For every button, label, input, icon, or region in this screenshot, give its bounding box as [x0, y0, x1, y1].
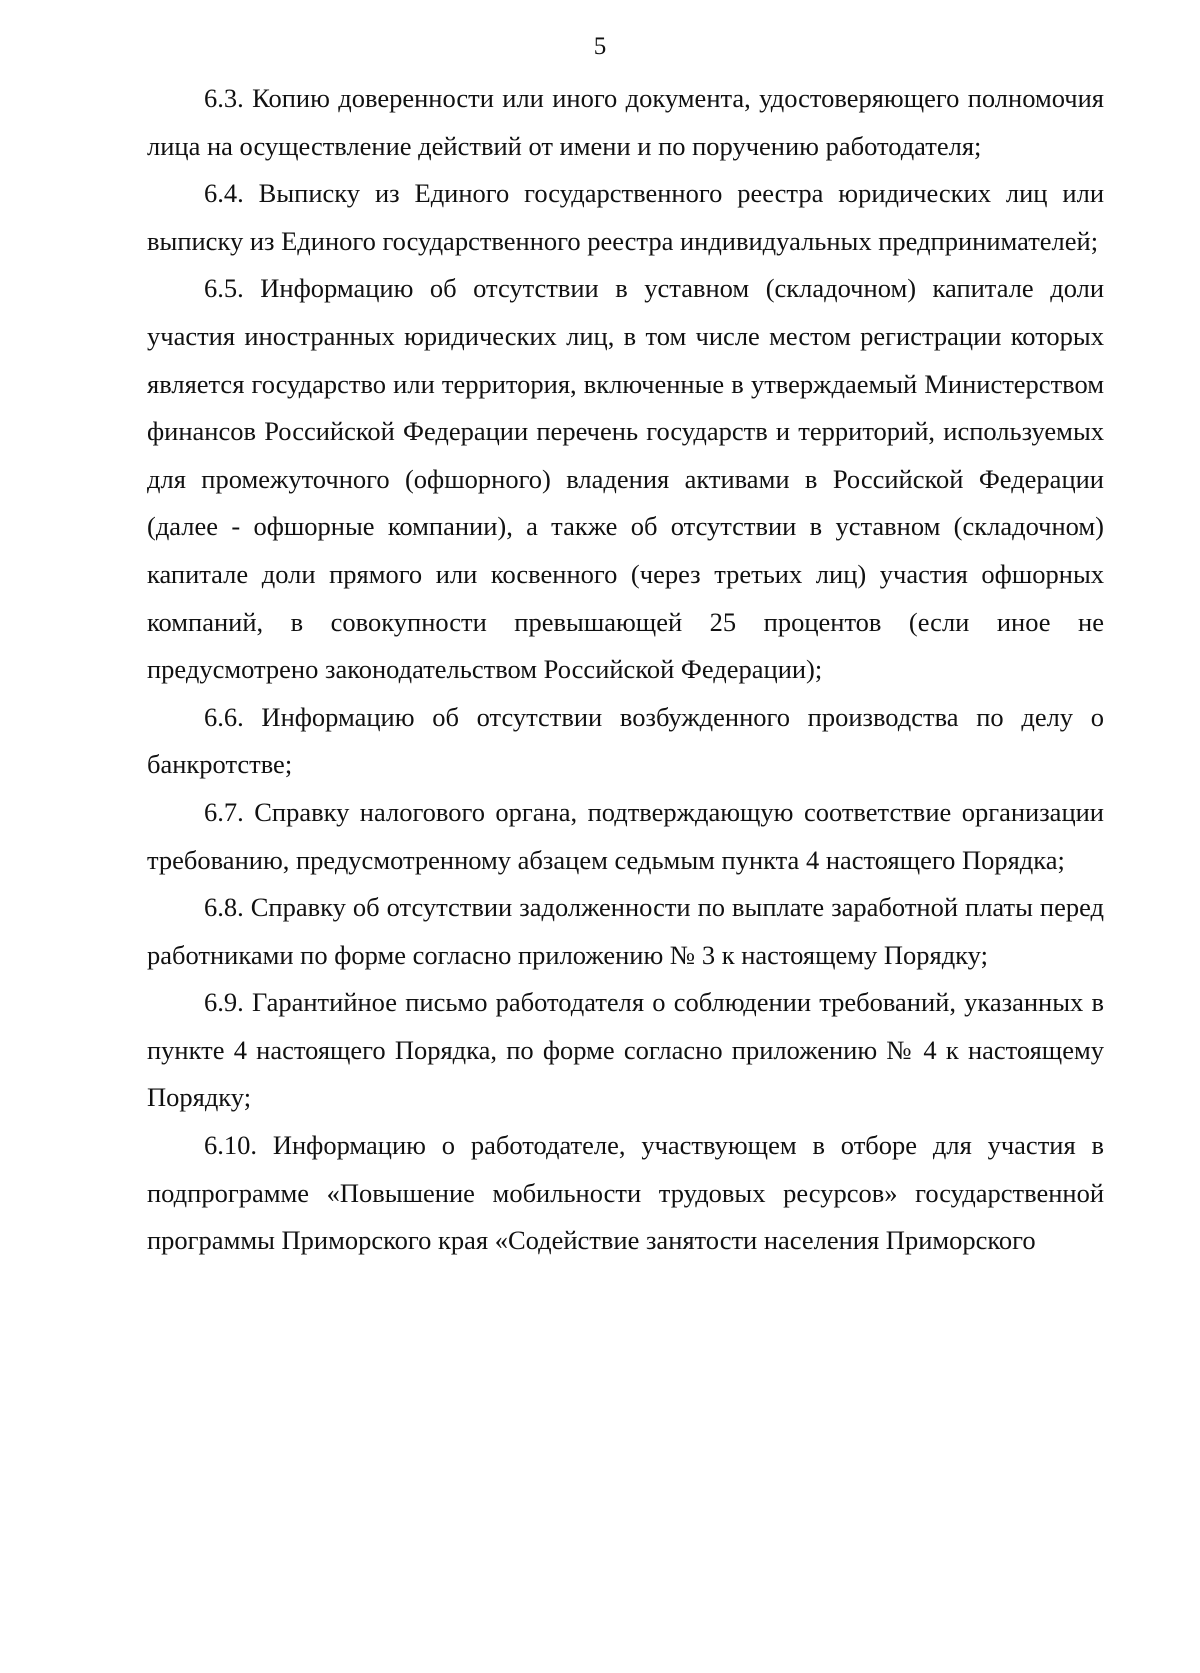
paragraph-6-3: 6.3. Копию доверенности или иного документа, удостоверяющего полномочия лица на осуществление действий от имени и по поручению работодателя; — [147, 83, 1104, 161]
paragraph-6-4: 6.4. Выписку из Единого государственного реестра юридических лиц или выписку из Единого государственного реестра индивидуальных предпринимателей; — [147, 178, 1104, 256]
page-number: 5 — [593, 33, 607, 60]
paragraph-6-6: 6.6. Информацию об отсутствии возбужденного производства по делу о банкротстве; — [147, 701, 1104, 780]
paragraph-6-7: 6.7. Справку налогового органа, подтверждающую соответствие организации требованию, предусмотренному абзацем седьмым пункта 4 настоящего Порядка; — [147, 796, 1104, 875]
paragraph-6-10: 6.10. Информацию о работодателе, участвующем в отборе для участия в подпрограмме «Повышение мобильности трудовых ресурсов» государственной программы Приморского края «Содействие занятости населения Приморского — [147, 1130, 1104, 1256]
paragraph-6-5: 6.5. Информацию об отсутствии в уставном (складочном) капитале доли участия иностранных юридических лиц, в том числе местом регистрации которых является государство или территория, включенные в утверждаемый Министерством финансов Российской Федерации перечень государств и территорий, используемых для промежуточного (офшорного) владения активами в Российской Федерации (далее - офшорные компании), а также об отсутствии в уставном (складочном) капитале доли прямого или косвенного (через третьих лиц) участия офшорных компаний, в совокупности превышающей 25 процентов (если иное не предусмотрено законодательством Российской Федерации); — [147, 273, 1104, 685]
paragraph-6-8: 6.8. Справку об отсутствии задолженности по выплате заработной платы перед работниками по форме согласно приложению № 3 к настоящему Порядку; — [147, 892, 1104, 970]
document-body — [147, 75, 1104, 1265]
paragraph-6-9: 6.9. Гарантийное письмо работодателя о соблюдении требований, указанных в пункте 4 настоящего Порядка, по форме согласно приложению № 4 к настоящему Порядку; — [147, 987, 1104, 1113]
